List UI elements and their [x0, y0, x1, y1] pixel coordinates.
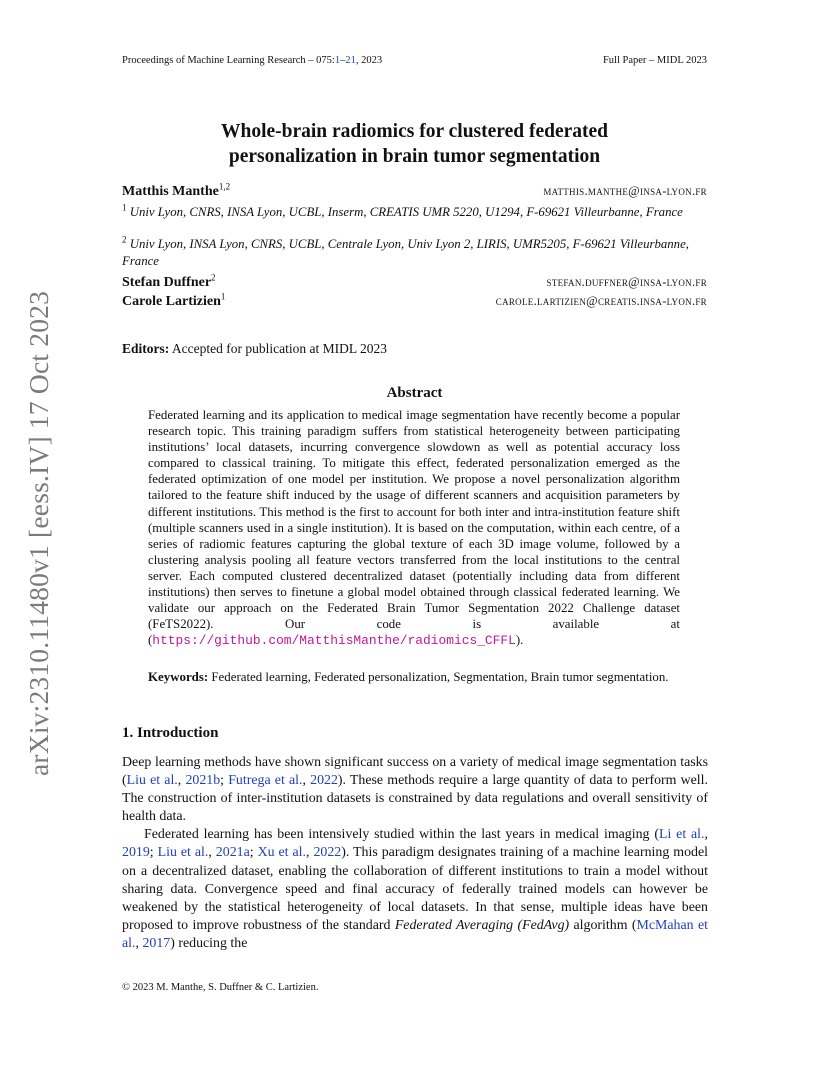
citation-link[interactable]: McMahan et al.: [122, 917, 708, 951]
author-row: [122, 272, 707, 291]
editors-note: Editors: Accepted for publication at MIDL 2023: [122, 341, 387, 356]
copyright-footer: © 2023 M. Manthe, S. Duffner & C. Lartizien.: [122, 982, 319, 993]
citation-link[interactable]: Futrega et al.: [228, 773, 303, 789]
author-name: Matthis Manthe$^{1,2}$: [122, 181, 231, 199]
citation-link[interactable]: Li et al.: [658, 827, 705, 843]
section-heading-introduction: 1. Introduction: [122, 725, 219, 741]
author-name: Stefan Duffner$^2$: [122, 272, 216, 290]
header-right: Full Paper – MIDL 2023: [602, 55, 707, 66]
code-url-link[interactable]: https://github.com/MatthisManthe/radiomics_CFFL: [152, 633, 516, 649]
paragraph: Federated learning has been intensively studied within the last years in medical imaging (Li et al., 2019; Liu et al., 2021a; Xu et al., 2022). This paradigm designates training of a machine learning model on a decentralized dataset, enabling the collaboration of different institutions to train a model without sharing data. Convergence speed and final accuracy of federally trained models can however be weakened by the statistical heterogeneity of local datasets. In that sense, multiple ideas have been proposed to improve robustness of the standard Federated Averaging (FedAvg) algorithm (McMahan et al., 2017) reducing the: [122, 827, 708, 951]
citation-link[interactable]: Xu et al.: [257, 845, 307, 861]
author-name: Carole Lartizien$^1$: [122, 291, 226, 309]
paper-title: Whole-brain radiomics for clustered federated personalization in brain tumor segmentation: [220, 121, 609, 167]
running-header: [122, 55, 707, 66]
author-email[interactable]: stefan.duffner@insa-lyon.fr: [546, 275, 707, 289]
affiliation: $^2$ Univ Lyon, INSA Lyon, CNRS, UCBL, Centrale Lyon, Univ Lyon 2, LIRIS, UMR5205, F-69621 Villeurbanne, France: [122, 234, 689, 268]
introduction-text: [122, 754, 708, 953]
abstract-heading: Abstract: [386, 385, 443, 401]
author-email[interactable]: carole.lartizien@creatis.insa-lyon.fr: [495, 294, 707, 308]
first-page-link[interactable]: 1: [334, 55, 341, 66]
citation-year-link[interactable]: 2022: [313, 845, 342, 861]
citation-link[interactable]: Liu et al.: [157, 845, 209, 861]
citation-year-link[interactable]: 2022: [310, 773, 338, 789]
author-email[interactable]: matthis.manthe@insa-lyon.fr: [543, 184, 707, 198]
author-row: [122, 181, 707, 200]
arxiv-identifier: arXiv:2310.11480v1 [eess.IV] 17 Oct 2023: [23, 290, 54, 776]
citation-year-link[interactable]: 2021b: [185, 773, 221, 789]
citation-link[interactable]: Liu et al.: [126, 773, 178, 789]
citation-year-link[interactable]: 2021a: [215, 845, 250, 861]
paragraph: Deep learning methods have shown significant success on a variety of medical image segmentation tasks (Liu et al., 2021b; Futrega et al., 2022). These methods require a large quantity of data to perform well. The construction of inter-institution datasets is constrained by data regulations and overall sensitivity of health data.: [122, 755, 708, 825]
abstract-body: Federated learning and its application to medical image segmentation have recently become a popular research topic. This training paradigm suffers from statistical heterogeneity between participating institutions’ local datasets, incurring convergence slowdown as well as potential accuracy loss compared to classical training. To mitigate this effect, federated personalization emerged as the federated optimization of one model per institution. We propose a novel personalization algorithm tailored to the feature shift induced by the usage of different scanners and acquisition parameters by different institutions. This method is the first to account for both inter and intra-institution feature shift (multiple scanners used in a single institution). It is based on the computation, within each centre, of a series of radiomic features capturing the global texture of each 3D image volume, followed by a clustering analysis pooling all feature vectors transferred from the local institutions to the central server. Each computed clustered decentralized dataset (potentially including data from different institutions) then serves to finetune a global model obtained through classical federated learning. We validate our approach on the Federated Brain Tumor Segmentation 2022 Challenge dataset (FeTS2022). Our code is available at (https://github.com/MatthisManthe/radiomics_CFFL).: [148, 408, 680, 649]
citation-year-link[interactable]: 2019: [122, 845, 150, 861]
header-left: Proceedings of Machine Learning Research – 075:1–21, 2023: [122, 55, 383, 66]
author-row: [122, 291, 707, 310]
keywords: Keywords: Federated learning, Federated personalization, Segmentation, Brain tumor segmentation.: [148, 670, 669, 684]
affiliation: $^1$ Univ Lyon, CNRS, INSA Lyon, UCBL, Inserm, CREATIS UMR 5220, U1294, F-69621 Villeurbanne, France: [122, 202, 683, 219]
last-page-link[interactable]: 21: [345, 55, 356, 66]
citation-year-link[interactable]: 2017: [142, 935, 171, 951]
